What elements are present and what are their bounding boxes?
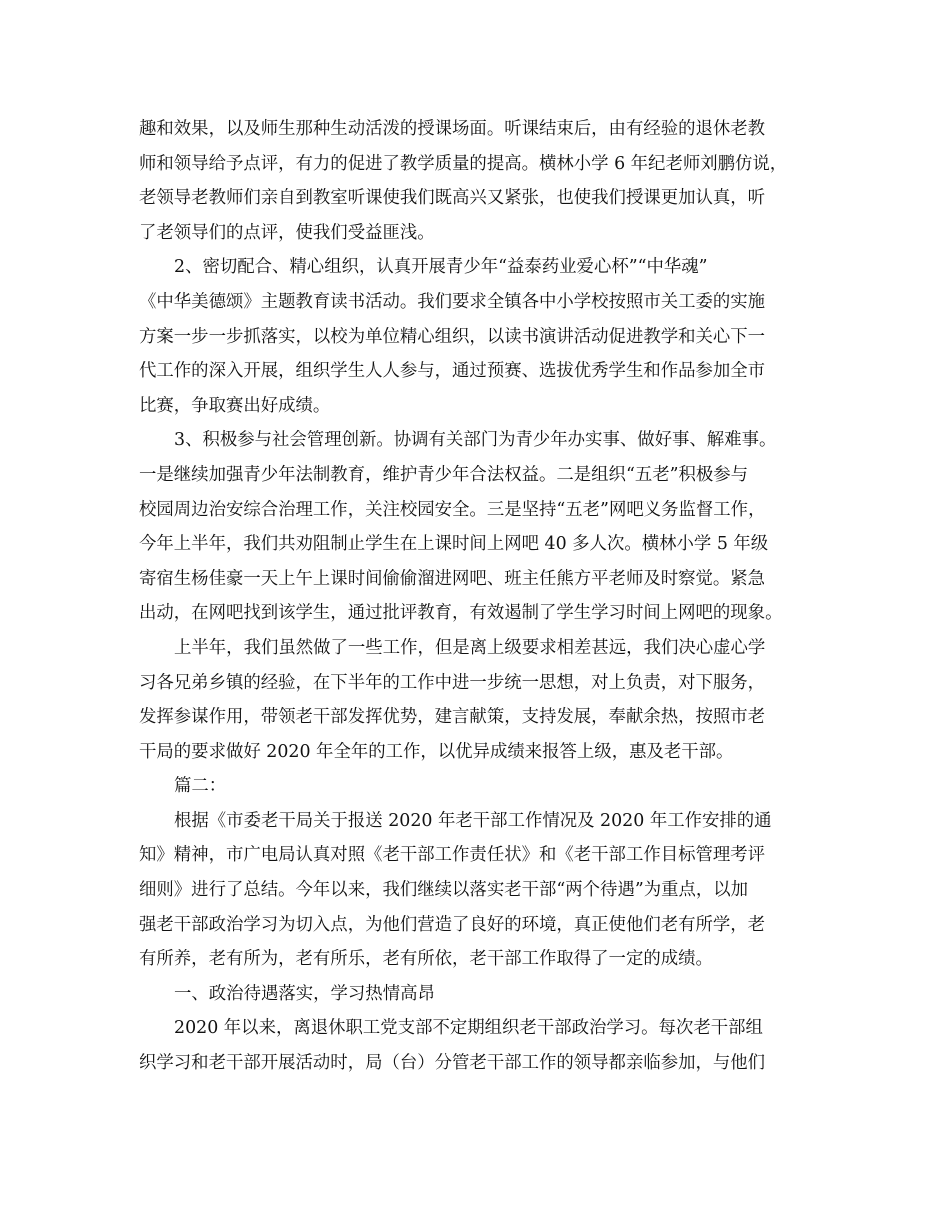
text-line: 织学习和老干部开展活动时，局（台）分管老干部工作的领导都亲临参加，与他们 — [139, 1053, 766, 1074]
text-line: 3、积极参与社会管理创新。协调有关部门为青少年办实事、做好事、解难事。 — [174, 430, 777, 451]
text-line: 有所养，老有所为，老有所乐，老有所依，老干部工作取得了一定的成绩。 — [139, 949, 713, 970]
text-line: 知》精神，市广电局认真对照《老干部工作责任状》和《老干部工作目标管理考评 — [139, 845, 766, 866]
text-line: 一、政治待遇落实，学习热情高昂 — [174, 983, 435, 1004]
text-line: 发挥参谋作用，带领老干部发挥优势，建言献策，支持发展，奉献余热，按照市老 — [139, 707, 766, 728]
text-line: 细则》进行了总结。今年以来，我们继续以落实老干部“两个待遇”为重点，以加 — [139, 880, 749, 901]
text-line: 今年上半年，我们共劝阻制止学生在上课时间上网吧 40 多人次。横林小学 5 年级 — [139, 534, 769, 555]
text-line: 趣和效果，以及师生那种生动活泼的授课场面。听课结束后，由有经验的退休老教 — [139, 119, 766, 139]
text-line: 老领导老教师们亲自到教室听课使我们既高兴又紧张，也使我们授课更加认真，听 — [139, 188, 766, 209]
text-line: 方案一步一步抓落实，以校为单位精心组织，以读书演讲活动促进教学和关心下一 — [139, 326, 766, 347]
text-line: 出动，在网吧找到该学生，通过批评教育，有效遏制了学生学习时间上网吧的现象。 — [139, 603, 783, 624]
text-line: 习各兄弟乡镇的经验，在下半年的工作中进一步统一思想，对上负责，对下服务， — [139, 672, 766, 693]
text-line: 代工作的深入开展，组织学生人人参与，通过预赛、选拔优秀学生和作品参加全市 — [139, 361, 766, 382]
text-line: 了老领导们的点评，使我们受益匪浅。 — [139, 222, 435, 243]
text-line: 2、密切配合、精心组织，认真开展青少年“益泰药业爱心杯”“中华魂” — [174, 257, 708, 278]
text-line: 上半年，我们虽然做了一些工作，但是离上级要求相差甚远，我们决心虚心学 — [174, 637, 766, 658]
text-line: 一是继续加强青少年法制教育，维护青少年合法权益。二是组织“五老”积极参与 — [139, 464, 749, 485]
text-line: 干局的要求做好 2020 年全年的工作，以优异成绩来报答上级，惠及老干部。 — [139, 741, 734, 762]
text-line: 比赛，争取赛出好成绩。 — [139, 395, 331, 416]
text-line: 强老干部政治学习为切入点，为他们营造了良好的环境，真正使他们老有所学，老 — [139, 914, 766, 935]
document-body — [139, 112, 829, 1081]
text-line: 《中华美德颂》主题教育读书活动。我们要求全镇各中小学校按照市关工委的实施 — [139, 291, 766, 312]
text-line: 篇二： — [174, 776, 227, 797]
text-line: 校园周边治安综合治理工作，关注校园安全。三是坚持“五老”网吧义务监督工作， — [139, 499, 766, 520]
text-line: 寄宿生杨佳豪一天上午上课时间偷偷溜进网吧、班主任熊方平老师及时察觉。紧急 — [139, 568, 766, 589]
text-line: 师和领导给予点评，有力的促进了教学质量的提高。横林小学 6 年纪老师刘鹏仿说， — [139, 153, 788, 174]
text-line: 根据《市委老干局关于报送 2020 年老干部工作情况及 2020 年工作安排的通 — [174, 810, 772, 831]
text-line: 2020 年以来，离退休职工党支部不定期组织老干部政治学习。每次老干部组 — [174, 1018, 763, 1039]
